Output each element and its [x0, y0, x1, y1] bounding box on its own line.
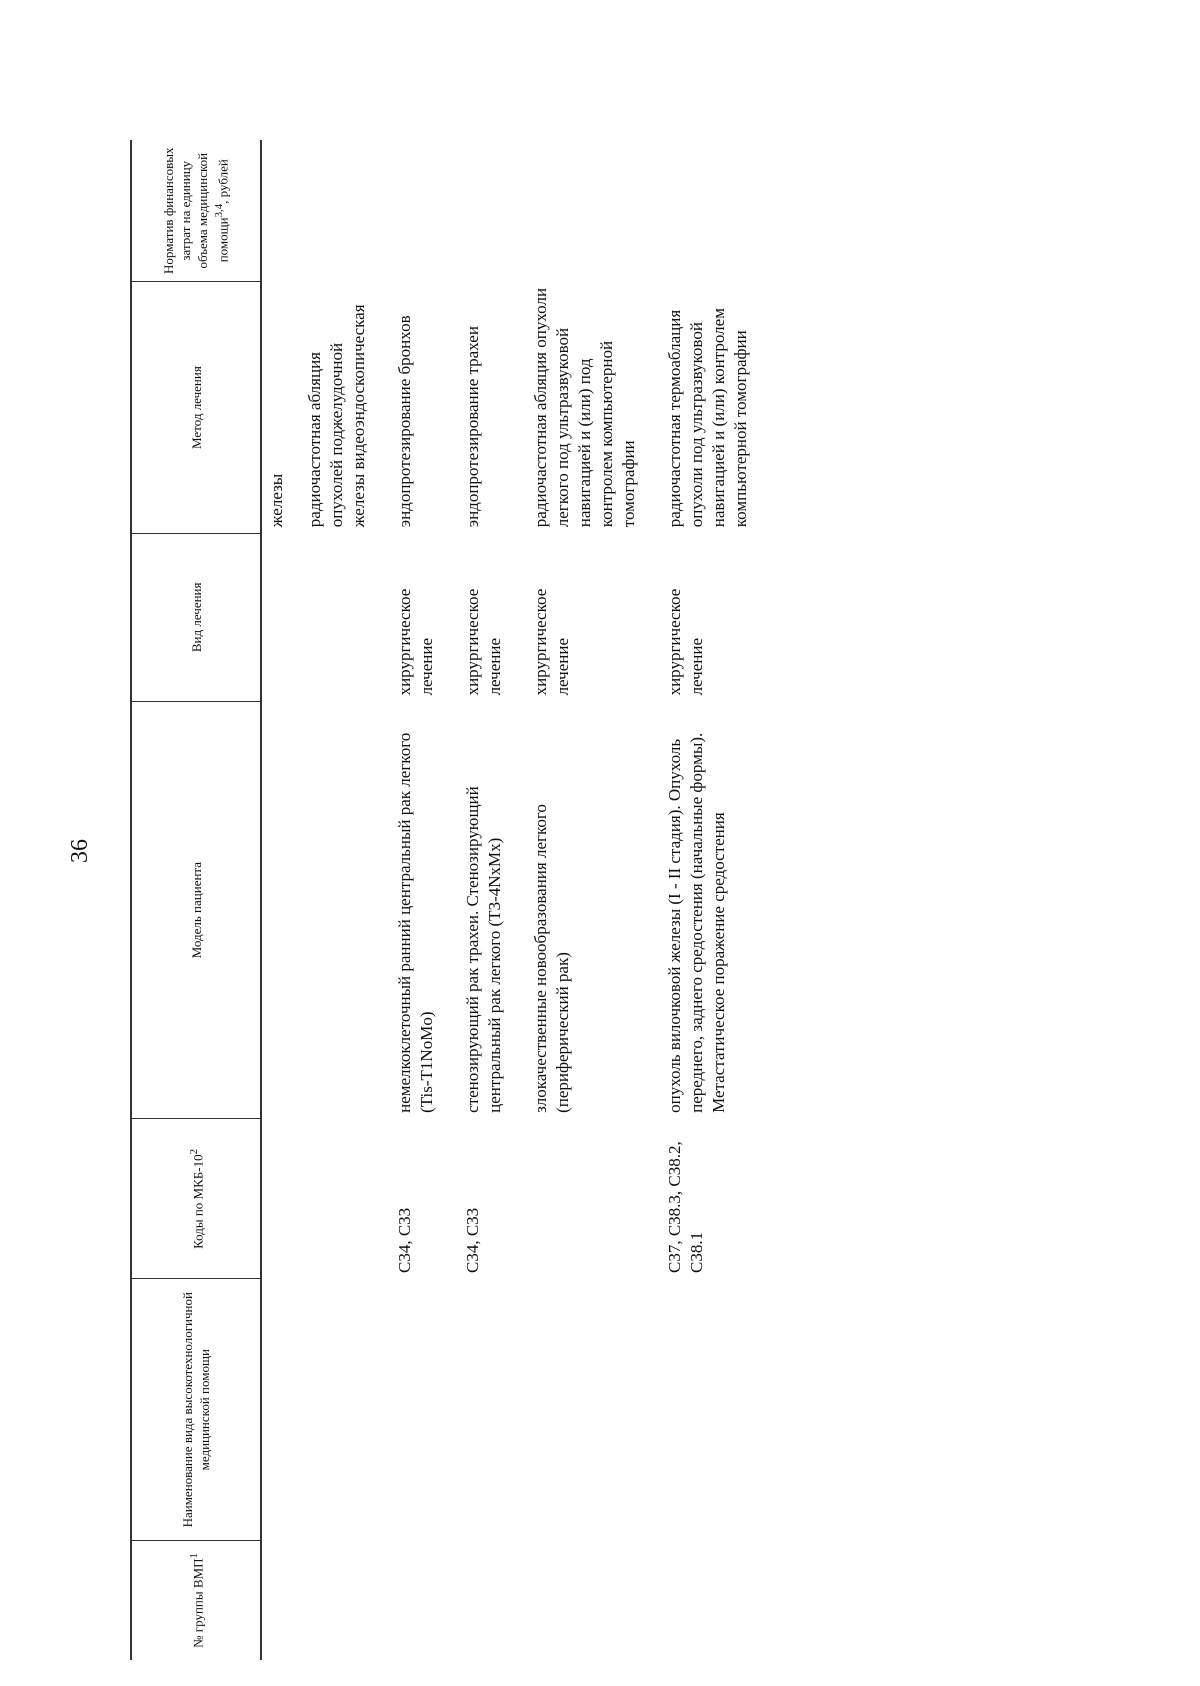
cell-codes: [516, 1119, 650, 1279]
cell-codes: C37, C38.3, C38.2, C38.1: [665, 1141, 706, 1273]
cell-type: [261, 533, 380, 701]
header-vmp-name: Наименование вида высокотехнологичной медицинской помощи: [131, 1279, 261, 1540]
cell-type: хирургическое лечение: [463, 588, 504, 696]
cell-model: немелкоклеточный ранний центральный рак легкого (Tis-T1NoMo): [395, 732, 436, 1113]
cell-num: [261, 1540, 380, 1660]
cell-type: хирургическое лечение: [531, 588, 572, 696]
header-treatment-method: Метод лечения: [131, 282, 261, 533]
header-treatment-type: Вид лечения: [131, 533, 261, 701]
cell-name: [448, 1279, 516, 1540]
cell-model: [261, 701, 380, 1118]
table-row: [448, 140, 516, 1660]
cell-codes: [261, 1119, 380, 1279]
cell-model: опухоль вилочковой железы (I - II стадия). Опухоль переднего, заднего средостения (начальные формы). Метастатическое поражение средостения: [665, 732, 728, 1113]
cell-method: [261, 282, 380, 533]
header-icd-codes: Коды по МКБ-$10^2$: [131, 1119, 261, 1279]
method-text: железы: [267, 473, 286, 528]
cell-model: злокачественные новообразования легкого (периферический рак): [531, 804, 572, 1113]
cell-name: [261, 1279, 380, 1540]
cell-norm: [516, 140, 650, 282]
table-row: [261, 140, 380, 1660]
cell-norm: [380, 140, 448, 282]
header-group-number: № группы ВМП$^1$: [131, 1540, 261, 1660]
cell-num: [448, 1540, 516, 1660]
header-row: [131, 140, 261, 1660]
cell-method: радиочастотная термоаблация опухоли под ультразвуковой навигацией и (или) контролем компьютерной томографии: [665, 308, 750, 528]
vmp-table: [130, 140, 1180, 1660]
cell-codes: C34, C33: [463, 1207, 482, 1273]
cell-method: эндопротезирование бронхов: [395, 315, 414, 528]
table: [130, 140, 762, 1660]
page-number: 36: [67, 839, 93, 863]
cell-num: [380, 1540, 448, 1660]
cell-name: [650, 1279, 762, 1540]
cell-method: радиочастотная абляция опухоли легкого под ультразвуковой навигацией и (или) под контролем компьютерной томографии: [531, 287, 638, 528]
cell-norm: [448, 140, 516, 282]
cell-norm: [261, 140, 380, 282]
cell-norm: [650, 140, 762, 282]
table-row: [516, 140, 650, 1660]
table-row: [650, 140, 762, 1660]
cell-num: [650, 1540, 762, 1660]
cell-num: [516, 1540, 650, 1660]
cell-name: [516, 1279, 650, 1540]
method-text: радиочастотная абляция опухолей поджелудочной железы видеоэндоскопическая: [305, 304, 368, 528]
cell-model: стенозирующий рак трахеи. Стенозирующий центральный рак легкого (T3-4NxMx): [463, 786, 504, 1113]
cell-codes: C34, C33: [395, 1207, 414, 1273]
table-row: [380, 140, 448, 1660]
cell-type: хирургическое лечение: [665, 588, 706, 696]
header-patient-model: Модель пациента: [131, 701, 261, 1118]
header-financial-norm: Норматив финансовых затрат на единицу объема медицинской помощи$^{3,4}$, рублей: [131, 140, 261, 282]
cell-method: эндопротезирование трахеи: [463, 326, 482, 528]
cell-type: хирургическое лечение: [395, 588, 436, 696]
cell-name: [380, 1279, 448, 1540]
